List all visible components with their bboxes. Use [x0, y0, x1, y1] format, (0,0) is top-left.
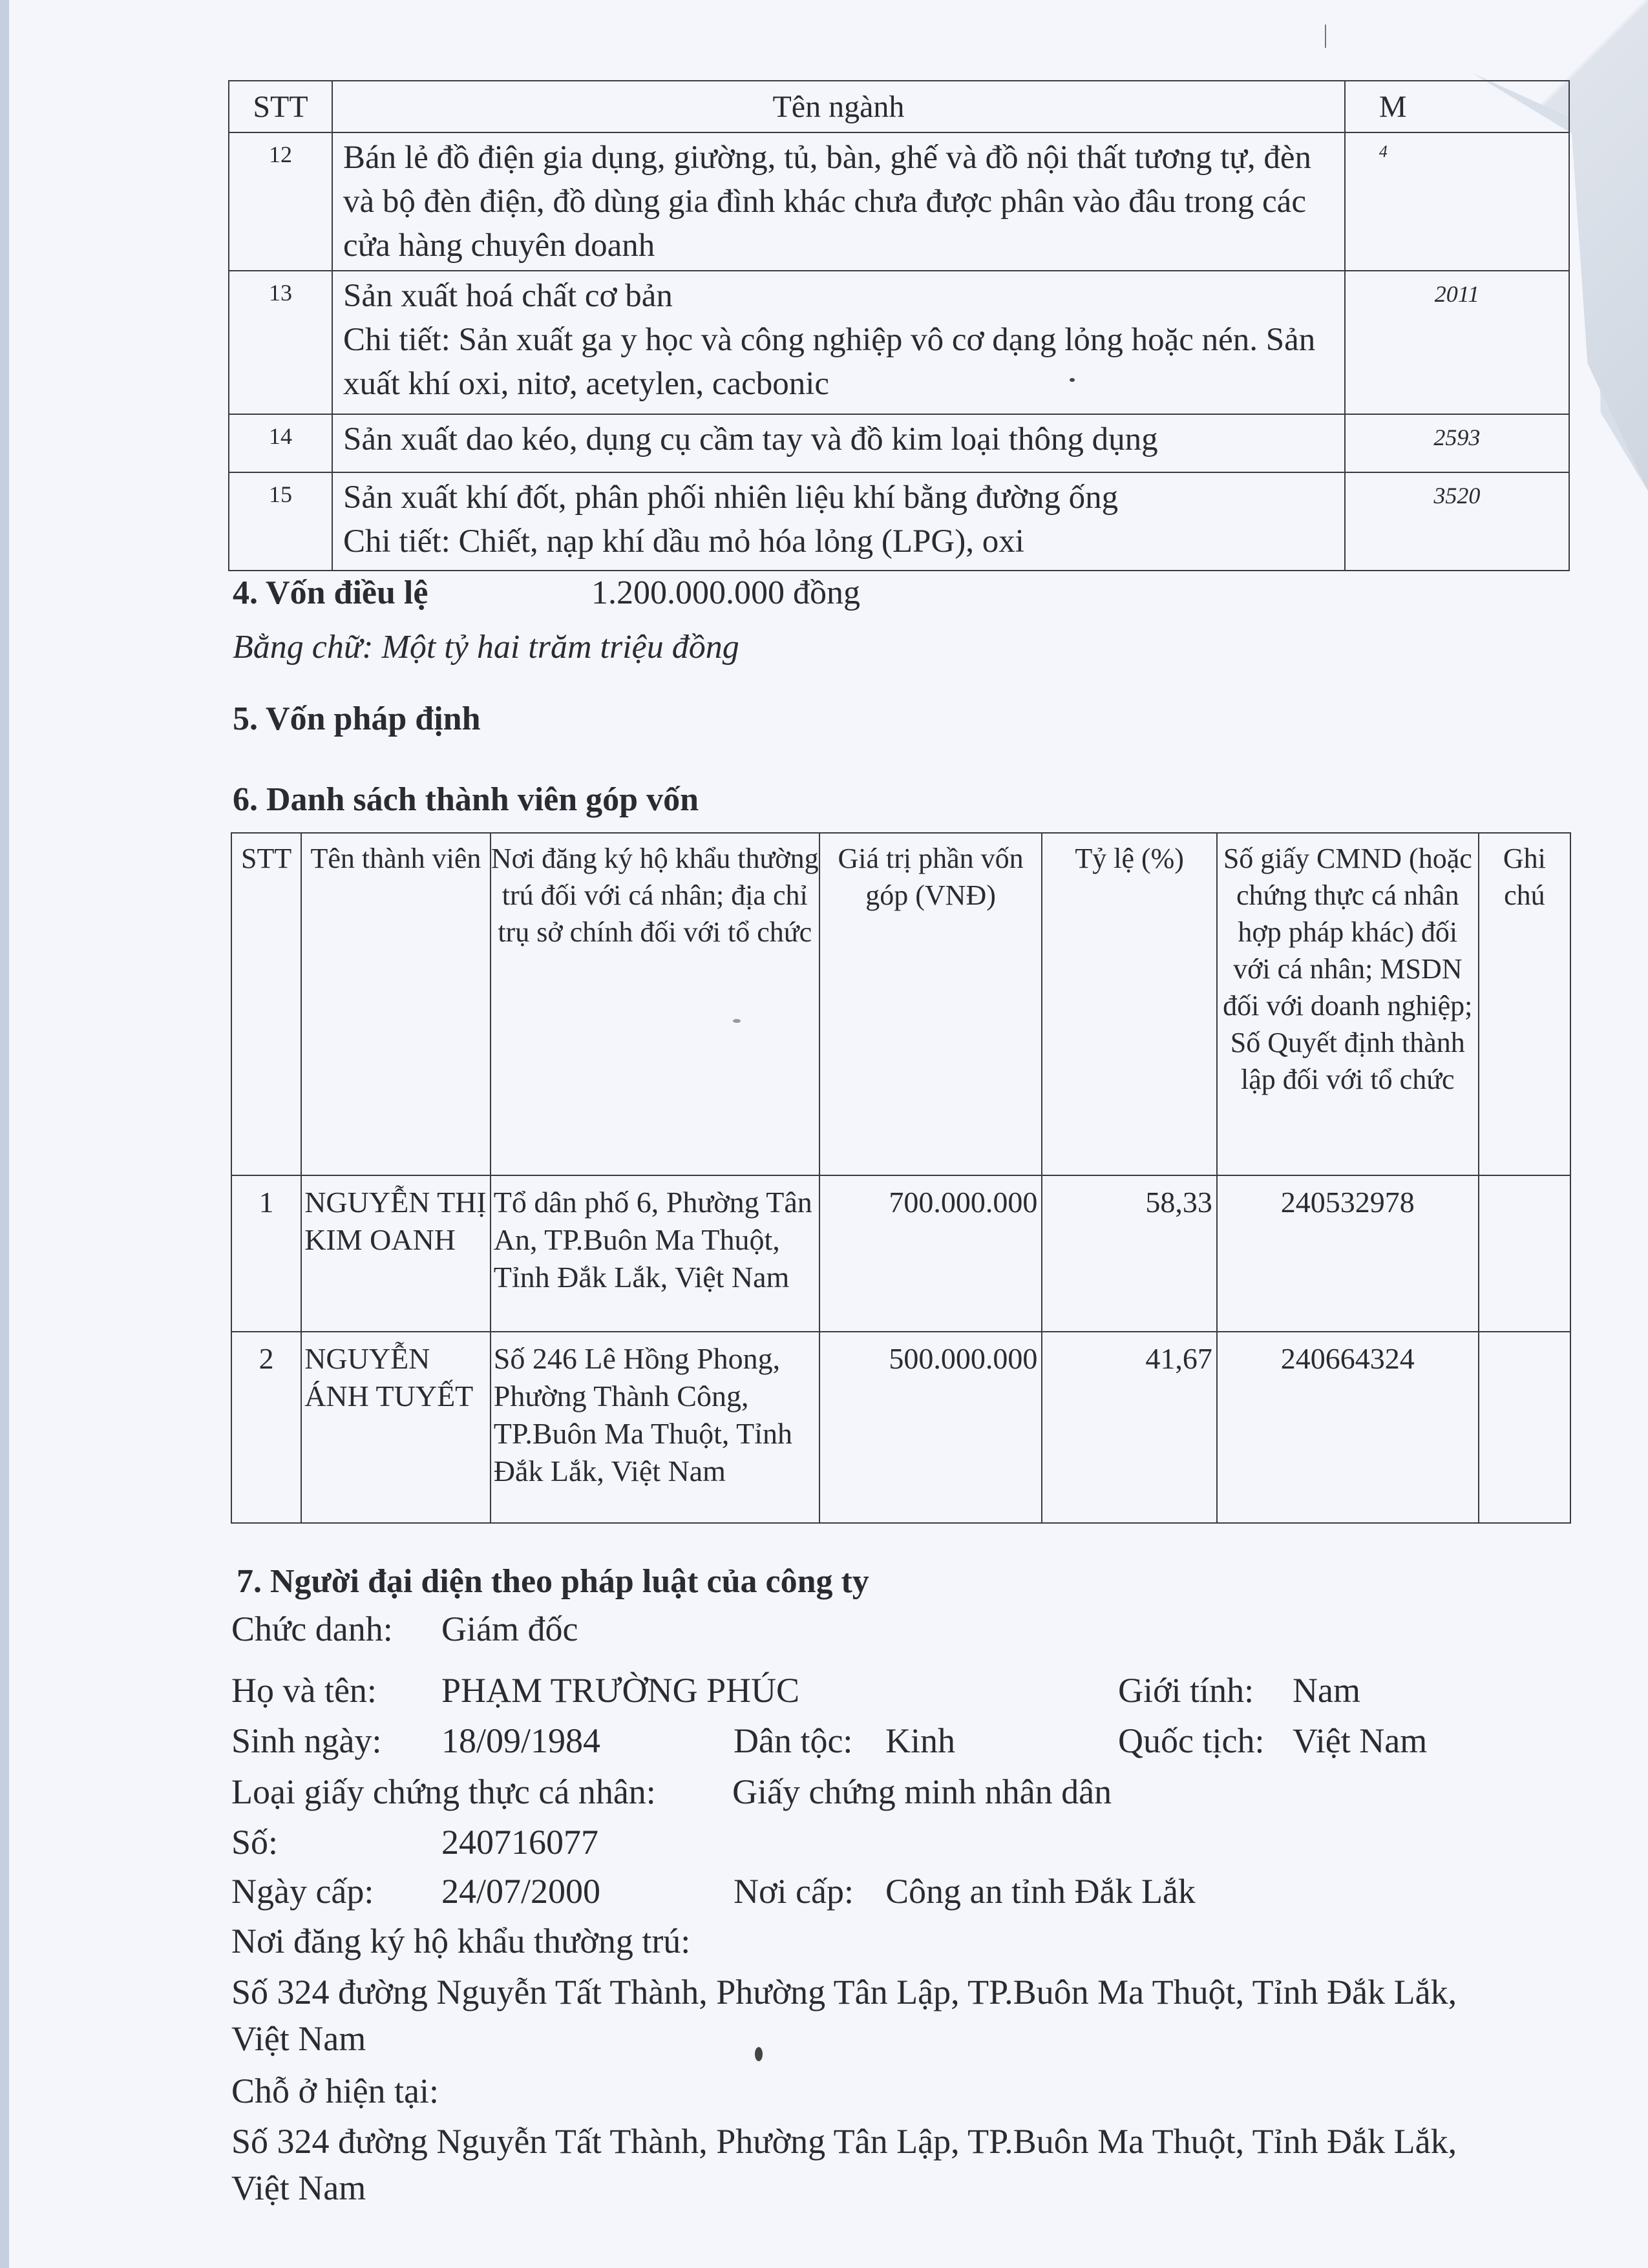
industry-header-row: [229, 81, 1569, 132]
row-name: Sản xuất dao kéo, dụng cụ cầm tay và đồ kim loại thông dụng: [332, 414, 1345, 472]
id-number-value: 240716077: [441, 1823, 598, 1862]
charter-capital-amount: 1.200.000.000 đồng: [591, 574, 860, 611]
section-7-title: 7. Người đại diện theo pháp luật của công ty: [237, 1563, 869, 1600]
col-stt: STT: [231, 833, 301, 1175]
industry-row: [229, 132, 1569, 271]
col-ratio: Tỷ lệ (%): [1042, 833, 1217, 1175]
section-5-title: 5. Vốn pháp định: [233, 700, 481, 737]
row-detail: Chi tiết: Chiết, nạp khí dầu mỏ hóa lỏng (LPG), oxi: [343, 523, 1024, 560]
id-number-label: Số:: [231, 1823, 279, 1862]
scan-edge: [0, 0, 9, 2268]
scan-speck: [733, 1019, 741, 1023]
row-name: Sản xuất khí đốt, phân phối nhiên liệu khí bằng đường ống: [343, 479, 1119, 516]
col-note: Ghi chú: [1479, 833, 1570, 1175]
members-table: [231, 832, 1571, 1524]
name-value: PHẠM TRƯỜNG PHÚC: [441, 1671, 800, 1710]
name-label: Họ và tên:: [231, 1671, 377, 1710]
row-code: 4: [1345, 132, 1569, 271]
residence-line-1: Số 324 đường Nguyễn Tất Thành, Phường Tân Lập, TP.Buôn Ma Thuột, Tỉnh Đắk Lắk,: [231, 1973, 1457, 2011]
dob-value: 18/09/1984: [441, 1721, 601, 1760]
member-capital: 700.000.000: [819, 1175, 1042, 1332]
residence-line-2: Việt Nam: [231, 2019, 366, 2058]
row-detail: Chi tiết: Sản xuất ga y học và công nghiệp vô cơ dạng lỏng hoặc nén. Sản xuất khí oxi, nitơ, acetylen, cacbonic: [343, 322, 1316, 402]
row-name-cell: [332, 472, 1345, 571]
position-value: Giám đốc: [441, 1610, 578, 1648]
member-id-number: 240664324: [1217, 1332, 1479, 1523]
residence-label: Nơi đăng ký hộ khẩu thường trú:: [231, 1922, 691, 1960]
industry-row: [229, 271, 1569, 414]
nationality-label: Quốc tịch:: [1118, 1721, 1265, 1760]
industry-row: [229, 472, 1569, 571]
member-stt: 1: [231, 1175, 301, 1332]
scan-speck: [755, 2047, 763, 2061]
row-stt: 15: [229, 472, 332, 571]
scan-mark: [1325, 25, 1326, 48]
member-address: Số 246 Lê Hồng Phong, Phường Thành Công, TP.Buôn Ma Thuột, Tỉnh Đắk Lắk, Việt Nam: [491, 1332, 819, 1523]
nationality-value: Việt Nam: [1293, 1721, 1428, 1760]
current-address-label: Chỗ ở hiện tại:: [231, 2072, 439, 2110]
scan-speck: [1070, 378, 1075, 382]
issue-place-label: Nơi cấp:: [734, 1872, 854, 1911]
ethnicity-label: Dân tộc:: [734, 1721, 853, 1760]
member-capital: 500.000.000: [819, 1332, 1042, 1523]
member-row: [231, 1175, 1570, 1332]
current-address-line-2: Việt Nam: [231, 2168, 366, 2207]
col-industry-name: Tên ngành: [332, 81, 1345, 132]
row-code: 2593: [1345, 414, 1569, 472]
ethnicity-value: Kinh: [885, 1721, 955, 1760]
charter-capital-words: Bằng chữ: Một tỷ hai trăm triệu đồng: [233, 629, 739, 666]
row-code: 2011: [1345, 271, 1569, 414]
col-member-name: Tên thành viên: [301, 833, 491, 1175]
member-row: [231, 1332, 1570, 1523]
row-stt: 13: [229, 271, 332, 414]
col-id-number: Số giấy CMND (hoặc chứng thực cá nhân hợp pháp khác) đối với cá nhân; MSDN đối với doanh nghiệp; Số Quyết định thành lập đối với tổ chức: [1217, 833, 1479, 1175]
current-address-line-1: Số 324 đường Nguyễn Tất Thành, Phường Tân Lập, TP.Buôn Ma Thuột, Tỉnh Đắk Lắk,: [231, 2122, 1457, 2161]
row-code: 3520: [1345, 472, 1569, 571]
issue-place-value: Công an tỉnh Đắk Lắk: [885, 1872, 1196, 1911]
members-header-row: [231, 833, 1570, 1175]
member-stt: 2: [231, 1332, 301, 1523]
row-name: Sản xuất hoá chất cơ bản: [343, 278, 673, 314]
row-stt: 14: [229, 414, 332, 472]
member-name: NGUYỄN ÁNH TUYẾT: [301, 1332, 491, 1523]
industry-table: [228, 80, 1570, 571]
col-code: M: [1345, 81, 1569, 132]
section-4-title: 4. Vốn điều lệ: [233, 574, 428, 611]
member-note: [1479, 1175, 1570, 1332]
row-name: Bán lẻ đồ điện gia dụng, giường, tủ, bàn, ghế và đồ nội thất tương tự, đèn và bộ đèn điện, đồ dùng gia đình khác chưa được phân vào đâu trong các cửa hàng chuyên doanh: [332, 132, 1345, 271]
id-type-value: Giấy chứng minh nhân dân: [732, 1772, 1112, 1811]
col-address: Nơi đăng ký hộ khẩu thường trú đối với cá nhân; địa chỉ trụ sở chính đối với tổ chức: [491, 833, 819, 1175]
section-6-title: 6. Danh sách thành viên góp vốn: [233, 781, 699, 818]
id-type-label: Loại giấy chứng thực cá nhân:: [231, 1772, 656, 1811]
row-stt: 12: [229, 132, 332, 271]
issue-date-value: 24/07/2000: [441, 1872, 601, 1911]
gender-value: Nam: [1293, 1671, 1360, 1710]
gender-label: Giới tính:: [1118, 1671, 1254, 1710]
industry-row: [229, 414, 1569, 472]
position-label: Chức danh:: [231, 1610, 393, 1648]
member-address: Tổ dân phố 6, Phường Tân An, TP.Buôn Ma Thuột, Tỉnh Đắk Lắk, Việt Nam: [491, 1175, 819, 1332]
issue-date-label: Ngày cấp:: [231, 1872, 374, 1911]
col-capital: Giá trị phần vốn góp (VNĐ): [819, 833, 1042, 1175]
member-ratio: 58,33: [1042, 1175, 1217, 1332]
member-id-number: 240532978: [1217, 1175, 1479, 1332]
row-name-cell: [332, 271, 1345, 414]
col-stt: STT: [229, 81, 332, 132]
member-ratio: 41,67: [1042, 1332, 1217, 1523]
member-name: NGUYỄN THỊ KIM OANH: [301, 1175, 491, 1332]
member-note: [1479, 1332, 1570, 1523]
dob-label: Sinh ngày:: [231, 1721, 382, 1760]
